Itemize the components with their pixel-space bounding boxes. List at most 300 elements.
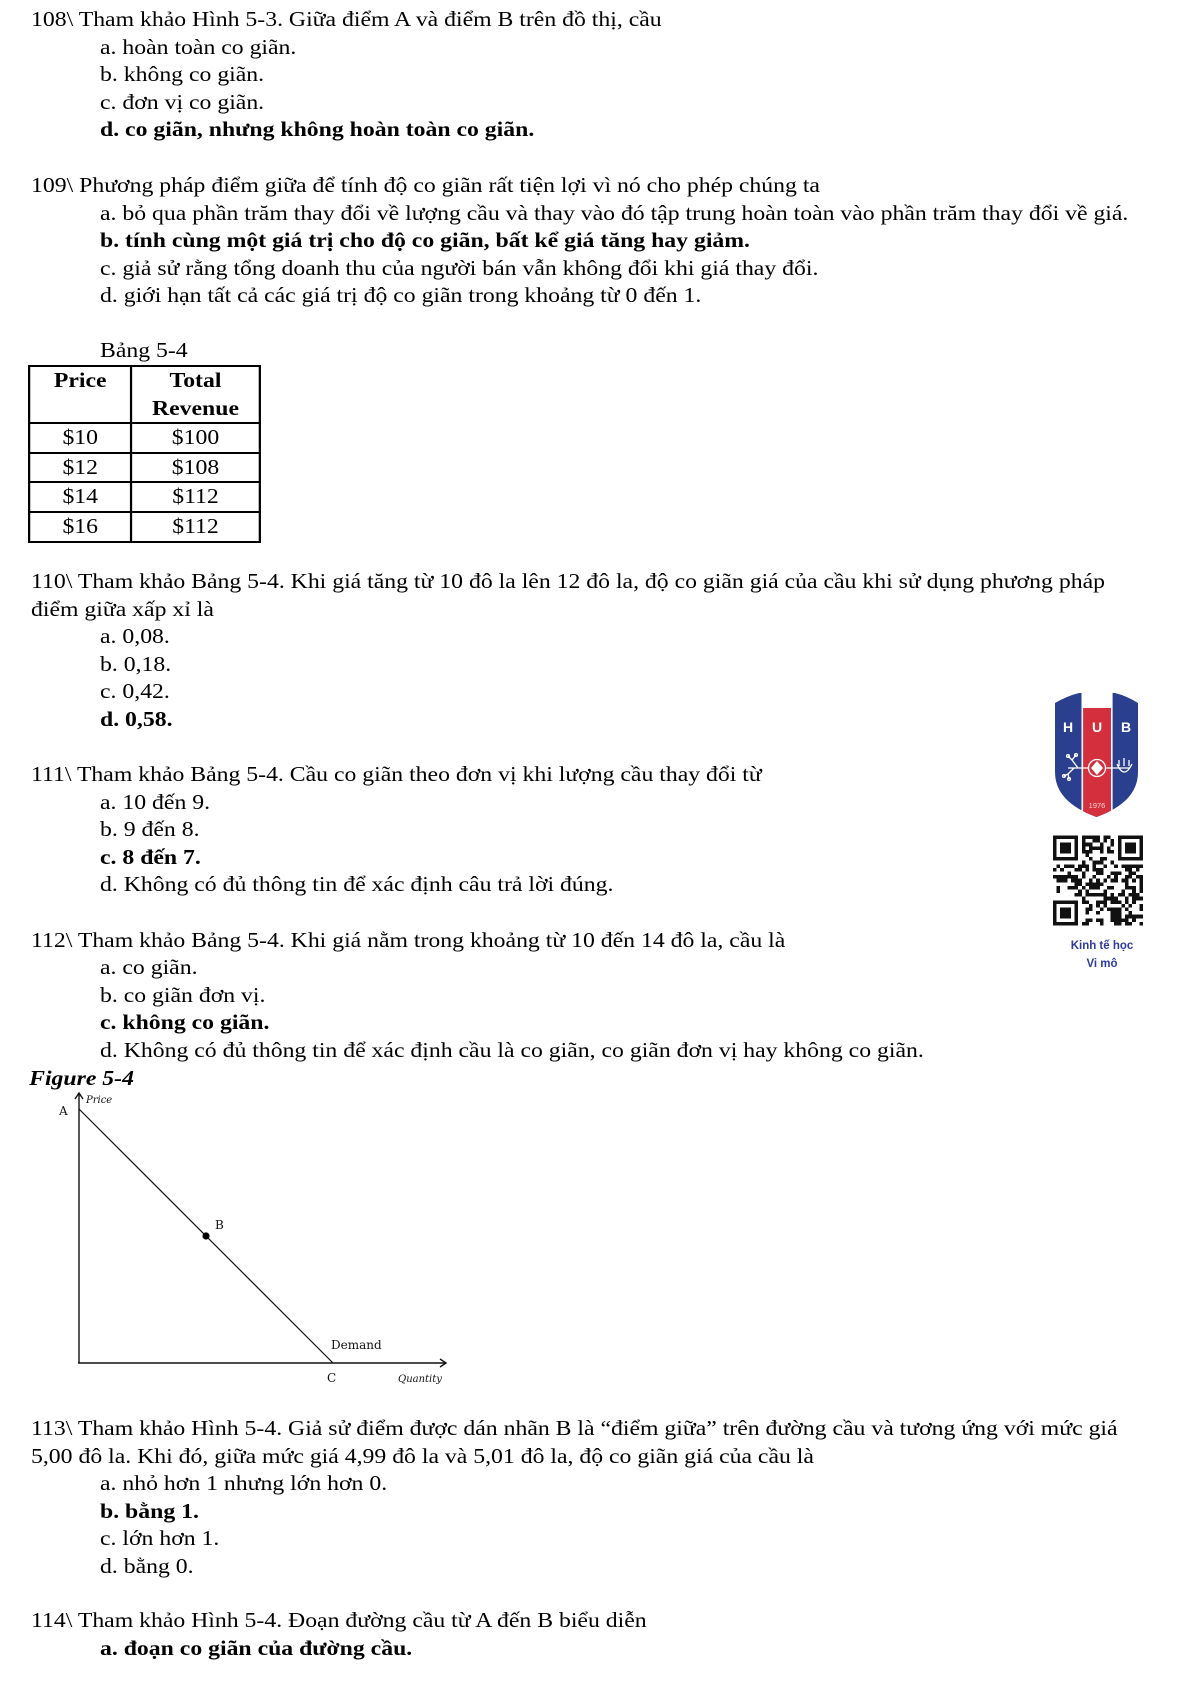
qr-module xyxy=(1107,846,1111,850)
qr-module xyxy=(1057,836,1061,840)
answer-option-b: b. co giãn đơn vị. xyxy=(99,982,266,1007)
qr-module xyxy=(1060,850,1064,854)
qr-module xyxy=(1118,836,1122,840)
qr-module xyxy=(1100,908,1104,912)
qr-module xyxy=(1071,864,1075,868)
qr-module xyxy=(1089,879,1093,883)
qr-module xyxy=(1125,886,1129,890)
qr-module xyxy=(1060,915,1064,919)
qr-module xyxy=(1107,886,1111,890)
qr-module xyxy=(1067,850,1071,854)
point-b-marker xyxy=(202,1232,209,1239)
question-stem: 108\ Tham khảo Hình 5-3. Giữa điểm A và điểm B trên đồ thị, cầu xyxy=(31,7,662,31)
qr-module xyxy=(1093,868,1097,872)
qr-module xyxy=(1082,922,1086,926)
qr-module xyxy=(1132,843,1136,847)
qr-module xyxy=(1071,886,1075,890)
qr-module xyxy=(1093,836,1097,840)
qr-module xyxy=(1125,900,1129,904)
cell-total-revenue: $112 xyxy=(131,482,259,512)
qr-module xyxy=(1103,890,1107,894)
qr-module xyxy=(1071,879,1075,883)
answer-option-d: d. co giãn, nhưng không hoàn toàn co giãn. xyxy=(99,117,535,142)
cell-price: $12 xyxy=(29,453,131,483)
qr-module xyxy=(1053,868,1057,872)
qr-module xyxy=(1060,843,1064,847)
logo-letter-h: H xyxy=(1062,719,1074,735)
question-stem: 111\ Tham khảo Bảng 5-4. Cầu co giãn theo đơn vị khi lượng cầu thay đổi từ xyxy=(31,762,762,786)
qr-module xyxy=(1075,904,1079,908)
qr-module xyxy=(1103,904,1107,908)
qr-module xyxy=(1053,857,1057,861)
qr-module xyxy=(1132,893,1136,897)
qr-module xyxy=(1100,868,1104,872)
qr-module xyxy=(1060,911,1064,915)
qr-module xyxy=(1132,850,1136,854)
qr-module xyxy=(1060,846,1064,850)
question-113 xyxy=(31,1415,1118,1581)
qr-module xyxy=(1060,922,1064,926)
qr-module xyxy=(1060,908,1064,912)
qr-module xyxy=(1111,839,1115,843)
qr-module xyxy=(1096,846,1100,850)
qr-module xyxy=(1139,915,1143,919)
qr-module xyxy=(1053,843,1057,847)
qr-module xyxy=(1085,882,1089,886)
qr-module xyxy=(1075,918,1079,922)
qr-module xyxy=(1107,897,1111,901)
qr-module xyxy=(1118,915,1122,919)
question-stem: 112\ Tham khảo Bảng 5-4. Khi giá nằm trong khoảng từ 10 đến 14 đô la, cầu là xyxy=(31,927,786,952)
qr-module xyxy=(1139,836,1143,840)
qr-module xyxy=(1067,857,1071,861)
logo-caption xyxy=(1047,937,1157,973)
qr-module xyxy=(1132,864,1136,868)
qr-module xyxy=(1118,872,1122,876)
qr-module xyxy=(1139,854,1143,858)
qr-module xyxy=(1053,904,1057,908)
qr-module xyxy=(1075,854,1079,858)
qr-module xyxy=(1060,900,1064,904)
qr-module xyxy=(1136,875,1140,879)
qr-module xyxy=(1071,875,1075,879)
qr-module xyxy=(1125,850,1129,854)
cell-total-revenue: $108 xyxy=(131,453,259,483)
table-caption: Bảng 5-4 xyxy=(100,338,188,362)
qr-module xyxy=(1114,911,1118,915)
qr-module xyxy=(1139,904,1143,908)
qr-module xyxy=(1136,836,1140,840)
qr-module xyxy=(1064,875,1068,879)
qr-module xyxy=(1114,900,1118,904)
qr-module xyxy=(1093,882,1097,886)
qr-module xyxy=(1096,911,1100,915)
qr-module xyxy=(1057,886,1061,890)
qr-module xyxy=(1096,872,1100,876)
qr-module xyxy=(1082,861,1086,865)
qr-module xyxy=(1089,886,1093,890)
qr-module xyxy=(1053,836,1057,840)
qr-module xyxy=(1057,875,1061,879)
qr-module xyxy=(1111,915,1115,919)
qr-module xyxy=(1075,875,1079,879)
qr-module xyxy=(1089,904,1093,908)
qr-module xyxy=(1096,918,1100,922)
qr-module xyxy=(1111,886,1115,890)
qr-module xyxy=(1111,897,1115,901)
qr-module xyxy=(1136,897,1140,901)
question-stem: 109\ Phương pháp điểm giữa để tính độ co giãn rất tiện lợi vì nó cho phép chúng ta xyxy=(31,173,820,197)
qr-module xyxy=(1085,868,1089,872)
qr-module xyxy=(1100,893,1104,897)
qr-module xyxy=(1129,846,1133,850)
qr-module xyxy=(1067,908,1071,912)
qr-module xyxy=(1075,868,1079,872)
qr-module xyxy=(1111,850,1115,854)
question-stem-continued: điểm giữa xấp xỉ là xyxy=(31,596,214,621)
qr-module xyxy=(1064,836,1068,840)
qr-module xyxy=(1118,918,1122,922)
qr-module xyxy=(1053,854,1057,858)
qr-module xyxy=(1093,875,1097,879)
qr-module xyxy=(1064,857,1068,861)
qr-module xyxy=(1071,836,1075,840)
question-111 xyxy=(31,761,762,899)
qr-module xyxy=(1121,836,1125,840)
qr-module xyxy=(1067,846,1071,850)
qr-module xyxy=(1060,879,1064,883)
qr-module xyxy=(1067,922,1071,926)
qr-module xyxy=(1111,908,1115,912)
qr-module xyxy=(1071,900,1075,904)
qr-module xyxy=(1103,893,1107,897)
logo-letter-b: B xyxy=(1120,719,1132,735)
qr-module xyxy=(1053,918,1057,922)
qr-module xyxy=(1075,893,1079,897)
qr-module xyxy=(1118,846,1122,850)
qr-module xyxy=(1096,836,1100,840)
qr-module xyxy=(1067,911,1071,915)
qr-module xyxy=(1085,864,1089,868)
qr-module xyxy=(1114,879,1118,883)
qr-module xyxy=(1075,850,1079,854)
qr-module xyxy=(1100,872,1104,876)
qr-module xyxy=(1125,868,1129,872)
qr-module xyxy=(1078,882,1082,886)
cell-price: $14 xyxy=(29,482,131,512)
qr-module xyxy=(1078,890,1082,894)
qr-module xyxy=(1082,843,1086,847)
qr-module xyxy=(1053,875,1057,879)
logo-year: 1976 xyxy=(1088,801,1106,810)
qr-module xyxy=(1125,836,1129,840)
qr-module xyxy=(1053,908,1057,912)
question-stem: 113\ Tham khảo Hình 5-4. Giả sử điểm được dán nhãn B là “điểm giữa” trên đường cầu và tương ứng với mức giá xyxy=(31,1416,1118,1440)
qr-module xyxy=(1089,918,1093,922)
qr-module xyxy=(1139,908,1143,912)
point-b-label: B xyxy=(215,1218,224,1232)
qr-module xyxy=(1075,839,1079,843)
qr-module xyxy=(1067,886,1071,890)
qr-module xyxy=(1096,886,1100,890)
qr-module xyxy=(1085,843,1089,847)
qr-module xyxy=(1114,922,1118,926)
qr-module xyxy=(1089,908,1093,912)
answer-option-b: b. 0,18. xyxy=(99,651,172,676)
qr-module xyxy=(1111,900,1115,904)
qr-module xyxy=(1078,879,1082,883)
answer-option-c: c. không co giãn. xyxy=(99,1010,270,1035)
qr-module xyxy=(1075,908,1079,912)
qr-module xyxy=(1129,922,1133,926)
qr-module xyxy=(1129,911,1133,915)
answer-option-a: a. co giãn. xyxy=(99,955,198,980)
qr-module xyxy=(1121,879,1125,883)
answer-option-d: d. Không có đủ thông tin để xác định câu trả lời đúng. xyxy=(99,872,614,897)
qr-module xyxy=(1121,904,1125,908)
point-a-label: A xyxy=(59,1104,68,1118)
qr-module xyxy=(1129,893,1133,897)
answer-option-d: d. giới hạn tất cả các giá trị độ co giãn trong khoảng từ 0 đến 1. xyxy=(99,283,702,308)
qr-module xyxy=(1075,857,1079,861)
qr-module xyxy=(1136,864,1140,868)
qr-module xyxy=(1132,872,1136,876)
qr-module xyxy=(1114,875,1118,879)
qr-module xyxy=(1093,846,1097,850)
qr-module xyxy=(1093,839,1097,843)
qr-module xyxy=(1085,854,1089,858)
qr-module xyxy=(1132,897,1136,901)
qr-module xyxy=(1100,861,1104,865)
qr-module xyxy=(1053,846,1057,850)
qr-module xyxy=(1085,922,1089,926)
qr-module xyxy=(1129,886,1133,890)
x-axis-label: Quantity xyxy=(398,1374,442,1385)
cell-price: $16 xyxy=(29,512,131,542)
qr-module xyxy=(1067,843,1071,847)
qr-module xyxy=(1064,911,1068,915)
cell-total-revenue: $100 xyxy=(131,423,259,453)
qr-module xyxy=(1103,879,1107,883)
qr-module xyxy=(1125,879,1129,883)
qr-module xyxy=(1111,918,1115,922)
qr-module xyxy=(1100,882,1104,886)
qr-module xyxy=(1082,850,1086,854)
table-row xyxy=(29,482,259,512)
answer-option-d: d. bằng 0. xyxy=(99,1553,194,1578)
qr-module xyxy=(1053,911,1057,915)
question-114 xyxy=(31,1607,647,1662)
question-112 xyxy=(31,927,924,1065)
qr-module xyxy=(1139,846,1143,850)
qr-module xyxy=(1075,922,1079,926)
qr-module xyxy=(1057,890,1061,894)
qr-module xyxy=(1100,850,1104,854)
qr-module xyxy=(1075,915,1079,919)
qr-module xyxy=(1075,882,1079,886)
question-stem: 110\ Tham khảo Bảng 5-4. Khi giá tăng từ 10 đô la lên 12 đô la, độ co giãn giá của cầu khi sử dụng phương pháp xyxy=(31,569,1105,593)
answer-option-c: c. giả sử rằng tổng doanh thu của người bán vẫn không đổi khi giá thay đổi. xyxy=(99,255,819,280)
answer-option-a: a. nhỏ hơn 1 nhưng lớn hơn 0. xyxy=(99,1471,388,1496)
question-110 xyxy=(31,568,1105,734)
qr-module xyxy=(1093,864,1097,868)
qr-module xyxy=(1064,922,1068,926)
qr-module xyxy=(1067,875,1071,879)
qr-module xyxy=(1082,839,1086,843)
qr-module xyxy=(1064,850,1068,854)
qr-module xyxy=(1139,897,1143,901)
qr-module xyxy=(1129,850,1133,854)
qr-module xyxy=(1103,897,1107,901)
qr-module xyxy=(1100,922,1104,926)
question-stem-continued: 5,00 đô la. Khi đó, giữa mức giá 4,99 đô la và 5,01 đô la, độ co giãn giá của cầu là xyxy=(31,1443,814,1468)
qr-module xyxy=(1078,868,1082,872)
qr-module xyxy=(1096,904,1100,908)
qr-module xyxy=(1129,915,1133,919)
qr-module xyxy=(1136,915,1140,919)
qr-module xyxy=(1125,857,1129,861)
qr-module xyxy=(1114,918,1118,922)
qr-module xyxy=(1125,882,1129,886)
answer-option-a: a. đoạn co giãn của đường cầu. xyxy=(99,1635,413,1660)
qr-module xyxy=(1114,897,1118,901)
qr-module xyxy=(1129,904,1133,908)
qr-module xyxy=(1060,836,1064,840)
qr-module xyxy=(1089,893,1093,897)
qr-module xyxy=(1129,868,1133,872)
qr-module xyxy=(1125,897,1129,901)
qr-module xyxy=(1129,875,1133,879)
qr-module xyxy=(1064,864,1068,868)
qr-module xyxy=(1060,868,1064,872)
qr-module xyxy=(1136,857,1140,861)
qr-module xyxy=(1125,918,1129,922)
answer-option-c: c. đơn vị co giãn. xyxy=(99,89,265,114)
qr-module xyxy=(1064,846,1068,850)
qr-module xyxy=(1085,911,1089,915)
qr-module xyxy=(1139,857,1143,861)
question-109 xyxy=(31,172,1128,310)
qr-module xyxy=(1125,864,1129,868)
qr-module xyxy=(1125,922,1129,926)
qr-module xyxy=(1075,879,1079,883)
qr-module xyxy=(1057,879,1061,883)
column-header-total-revenue: Total Revenue xyxy=(131,366,259,423)
qr-module xyxy=(1129,843,1133,847)
qr-module xyxy=(1053,850,1057,854)
qr-module xyxy=(1125,875,1129,879)
logo-caption-line2: Vi mô xyxy=(1086,958,1118,970)
qr-module xyxy=(1118,922,1122,926)
qr-module xyxy=(1139,890,1143,894)
qr-module xyxy=(1057,857,1061,861)
qr-module xyxy=(1075,900,1079,904)
qr-module xyxy=(1089,843,1093,847)
qr-module xyxy=(1093,886,1097,890)
answer-option-a: a. hoàn toàn co giãn. xyxy=(99,34,297,59)
question-108 xyxy=(31,6,662,144)
qr-module xyxy=(1085,900,1089,904)
logo-letter-u: U xyxy=(1091,719,1103,735)
qr-module xyxy=(1136,868,1140,872)
answer-option-c: c. 8 đến 7. xyxy=(99,844,201,869)
qr-module xyxy=(1118,850,1122,854)
y-axis-label: Price xyxy=(86,1095,113,1106)
qr-module xyxy=(1082,900,1086,904)
qr-module xyxy=(1132,846,1136,850)
answer-option-a: a. 10 đến 9. xyxy=(99,789,211,814)
qr-module xyxy=(1132,857,1136,861)
qr-module xyxy=(1096,900,1100,904)
qr-module xyxy=(1100,918,1104,922)
qr-module xyxy=(1132,915,1136,919)
point-c-label: C xyxy=(327,1371,337,1385)
qr-module xyxy=(1082,886,1086,890)
qr-module xyxy=(1100,846,1104,850)
qr-module xyxy=(1103,857,1107,861)
qr-module xyxy=(1082,897,1086,901)
answer-option-b: b. bằng 1. xyxy=(99,1498,199,1523)
qr-module xyxy=(1132,836,1136,840)
figure-title: Figure 5-4 xyxy=(29,1065,134,1090)
qr-module xyxy=(1096,879,1100,883)
answer-option-d: d. Không có đủ thông tin để xác định cầu là co giãn, co giãn đơn vị hay không co giãn. xyxy=(99,1037,924,1062)
qr-module xyxy=(1057,922,1061,926)
qr-module xyxy=(1132,890,1136,894)
qr-module xyxy=(1118,857,1122,861)
qr-module xyxy=(1114,915,1118,919)
qr-module xyxy=(1121,864,1125,868)
qr-module xyxy=(1139,879,1143,883)
qr-module xyxy=(1082,846,1086,850)
qr-module xyxy=(1096,893,1100,897)
qr-module xyxy=(1082,875,1086,879)
qr-module xyxy=(1089,882,1093,886)
qr-module xyxy=(1118,900,1122,904)
qr-module xyxy=(1111,879,1115,883)
answer-option-c: c. 0,42. xyxy=(99,679,170,704)
qr-module xyxy=(1121,918,1125,922)
qr-module xyxy=(1139,839,1143,843)
qr-module xyxy=(1060,875,1064,879)
qr-module xyxy=(1053,839,1057,843)
qr-module xyxy=(1114,908,1118,912)
table-header-row xyxy=(29,366,259,423)
qr-module xyxy=(1078,864,1082,868)
qr-module xyxy=(1067,836,1071,840)
question-stem: 114\ Tham khảo Hình 5-4. Đoạn đường cầu từ A đến B biểu diễn xyxy=(31,1608,647,1632)
qr-module xyxy=(1111,872,1115,876)
qr-module xyxy=(1089,836,1093,840)
demand-curve-figure xyxy=(0,1085,470,1395)
qr-module xyxy=(1129,864,1133,868)
qr-module xyxy=(1129,872,1133,876)
qr-module xyxy=(1111,911,1115,915)
qr-module xyxy=(1085,836,1089,840)
qr-module xyxy=(1089,857,1093,861)
qr-module xyxy=(1129,857,1133,861)
qr-module xyxy=(1057,900,1061,904)
hub-logo xyxy=(1050,690,1150,820)
qr-module xyxy=(1071,857,1075,861)
qr-module xyxy=(1064,908,1068,912)
qr-module xyxy=(1057,864,1061,868)
qr-module xyxy=(1100,843,1104,847)
qr-module xyxy=(1100,900,1104,904)
qr-module xyxy=(1075,886,1079,890)
qr-module xyxy=(1121,857,1125,861)
qr-module xyxy=(1064,915,1068,919)
